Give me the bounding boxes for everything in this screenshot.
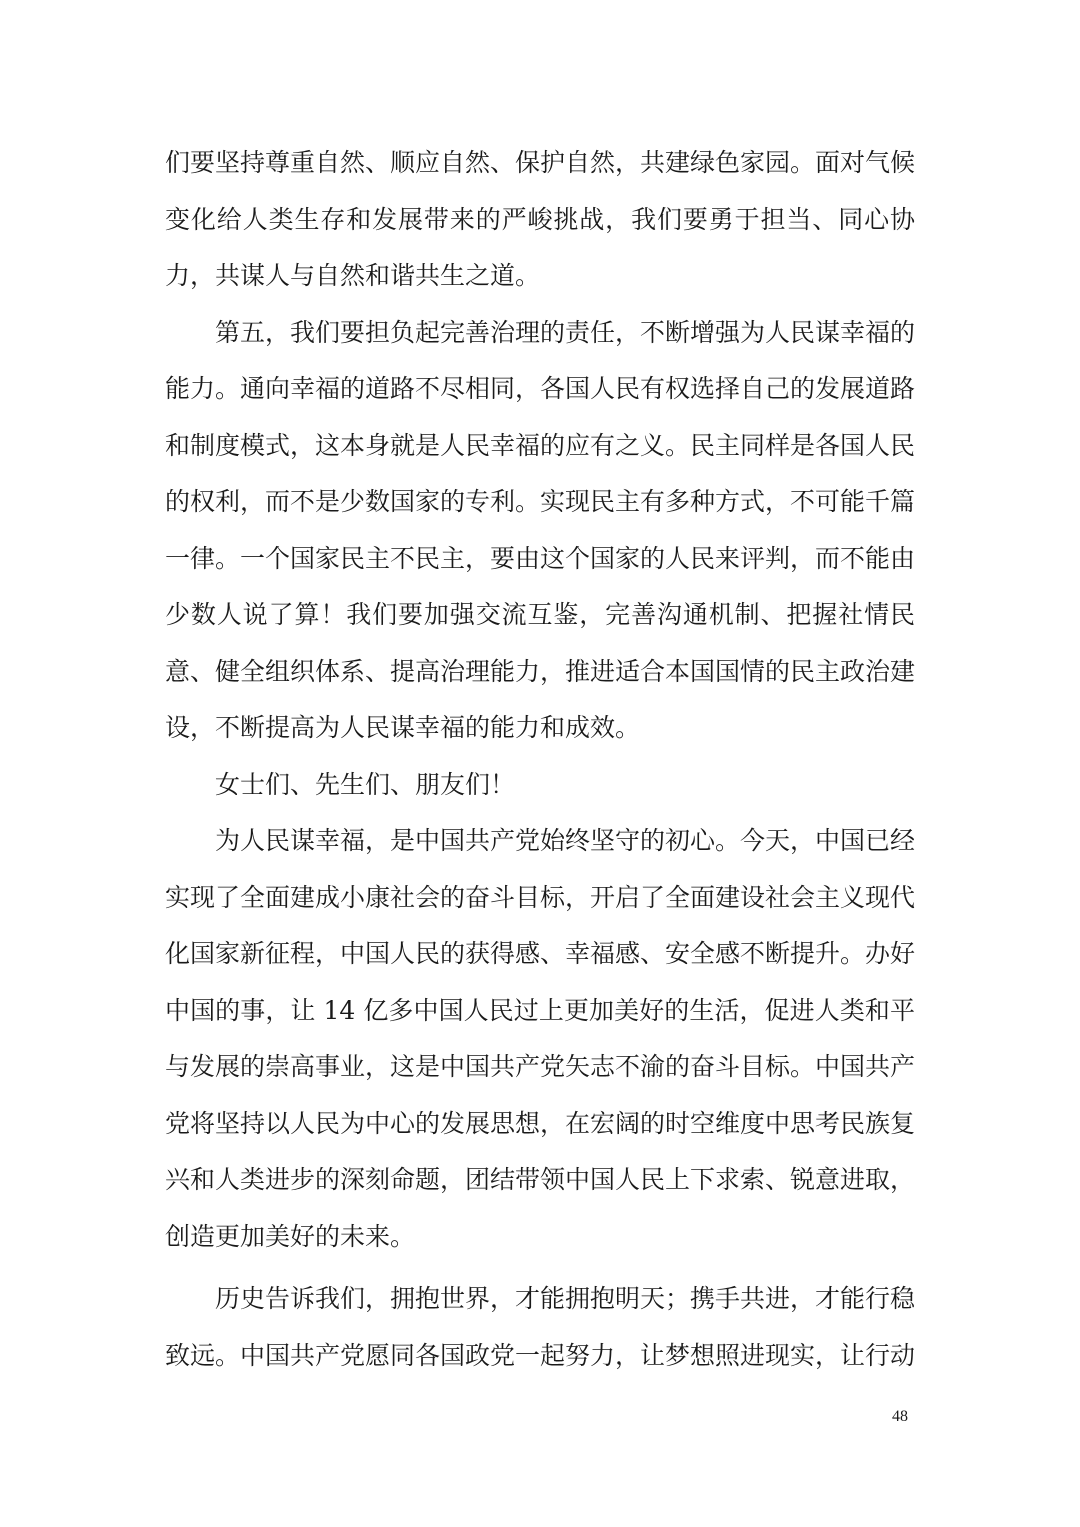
paragraph-original-aspiration: 为人民谋幸福，是中国共产党始终坚守的初心。今天，中国已经实现了全面建成小康社会的奋斗目标，开启了全面建设社会主义现代化国家新征程，中国人民的获得感、幸福感、安全感不断提升。办好中国的事，让 14 亿多中国人民过上更加美好的生活，促进人类和平与发展的崇高事业，这是中国共产党矢志不渝的奋斗目标。中国共产党将坚持以人民为中心的发展思想，在宏阔的时空维度中思考民族复兴和人类进步的深刻命题，团结带领中国人民上下求索、锐意进取，创造更加美好的未来。 [165,826,916,1251]
paragraph-continued: 们要坚持尊重自然、顺应自然、保护自然，共建绿色家园。面对气候变化给人类生存和发展带来的严峻挑战，我们要勇于担当、同心协力，共谋人与自然和谐共生之道。 [165,148,916,290]
document-body [165,135,915,1384]
page-number: 48 [892,1408,908,1425]
paragraph-governance: 第五，我们要担负起完善治理的责任，不断增强为人民谋幸福的能力。通向幸福的道路不尽相同，各国人民有权选择自己的发展道路和制度模式，这本身就是人民幸福的应有之义。民主同样是各国人民的权利，而不是少数国家的专利。实现民主有多种方式，不可能千篇一律。一个国家民主不民主，要由这个国家的人民来评判，而不能由少数人说了算！我们要加强交流互鉴，完善沟通机制、把握社情民意、健全组织体系、提高治理能力，推进适合本国国情的民主政治建设，不断提高为人民谋幸福的能力和成效。 [165,317,916,742]
paragraph-salutation: 女士们、先生们、朋友们！ [215,769,516,799]
paragraph-history: 历史告诉我们，拥抱世界，才能拥抱明天；携手共进，才能行稳致远。中国共产党愿同各国政党一起努力，让梦想照进现实，让行动 [165,1284,916,1370]
